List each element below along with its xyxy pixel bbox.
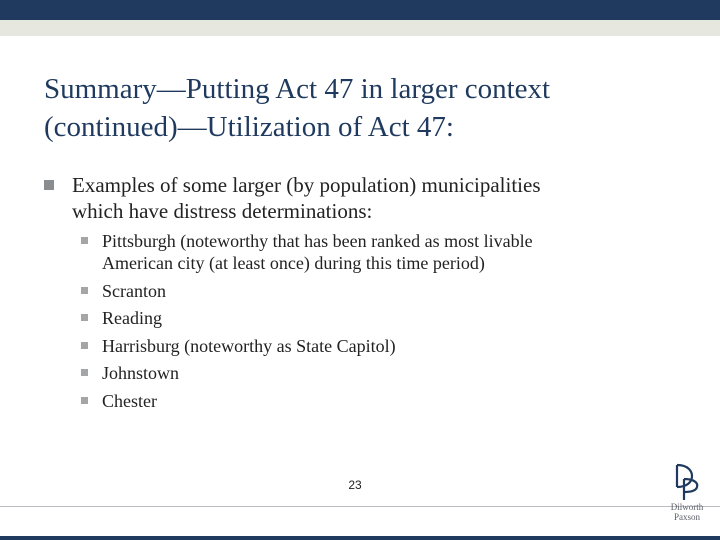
sub-bullet-line: Reading	[102, 308, 162, 329]
main-bullet-line-2: which have distress determinations:	[72, 199, 373, 223]
dilworth-paxson-logo	[662, 462, 712, 524]
page-number: 23	[348, 478, 362, 492]
sub-bullet-line: American city (at least once) during this time period)	[102, 253, 485, 273]
sub-bullet-reading	[78, 307, 638, 329]
main-bullet-line-1: Examples of some larger (by population) municipalities	[72, 173, 541, 197]
main-bullet	[44, 172, 664, 224]
sub-bullet-line: Johnstown	[102, 363, 180, 384]
top-band	[0, 20, 720, 36]
small-square-bullet-icon	[81, 287, 88, 294]
logo-text-line-2: Paxson	[673, 512, 700, 522]
sub-bullet-chester	[78, 390, 638, 412]
small-square-bullet-icon	[81, 237, 88, 244]
sub-bullet-line: Pittsburgh (noteworthy that has been ranked as most livable	[102, 231, 533, 251]
top-bar	[0, 0, 720, 20]
sub-bullet-line: Chester	[102, 390, 157, 411]
title-line-2: (continued)—Utilization of Act 47:	[44, 111, 454, 143]
bottom-bar	[0, 536, 720, 540]
dp-monogram-icon	[672, 462, 702, 502]
sub-bullet-pittsburgh	[78, 230, 638, 274]
title-line-1: Summary—Putting Act 47 in larger context	[44, 73, 551, 105]
small-square-bullet-icon	[81, 342, 88, 349]
sub-bullet-list	[78, 230, 638, 418]
small-square-bullet-icon	[81, 314, 88, 321]
logo-text-line-1: Dilworth	[670, 502, 704, 512]
sub-bullet-line: Harrisburg (noteworthy as State Capitol)	[102, 335, 396, 356]
small-square-bullet-icon	[81, 369, 88, 376]
footer-divider	[0, 506, 720, 507]
sub-bullet-johnstown	[78, 362, 638, 384]
sub-bullet-scranton	[78, 280, 638, 302]
sub-bullet-harrisburg	[78, 335, 638, 357]
sub-bullet-line: Scranton	[102, 280, 166, 301]
slide-title	[44, 70, 684, 146]
small-square-bullet-icon	[81, 397, 88, 404]
square-bullet-icon	[44, 180, 54, 190]
